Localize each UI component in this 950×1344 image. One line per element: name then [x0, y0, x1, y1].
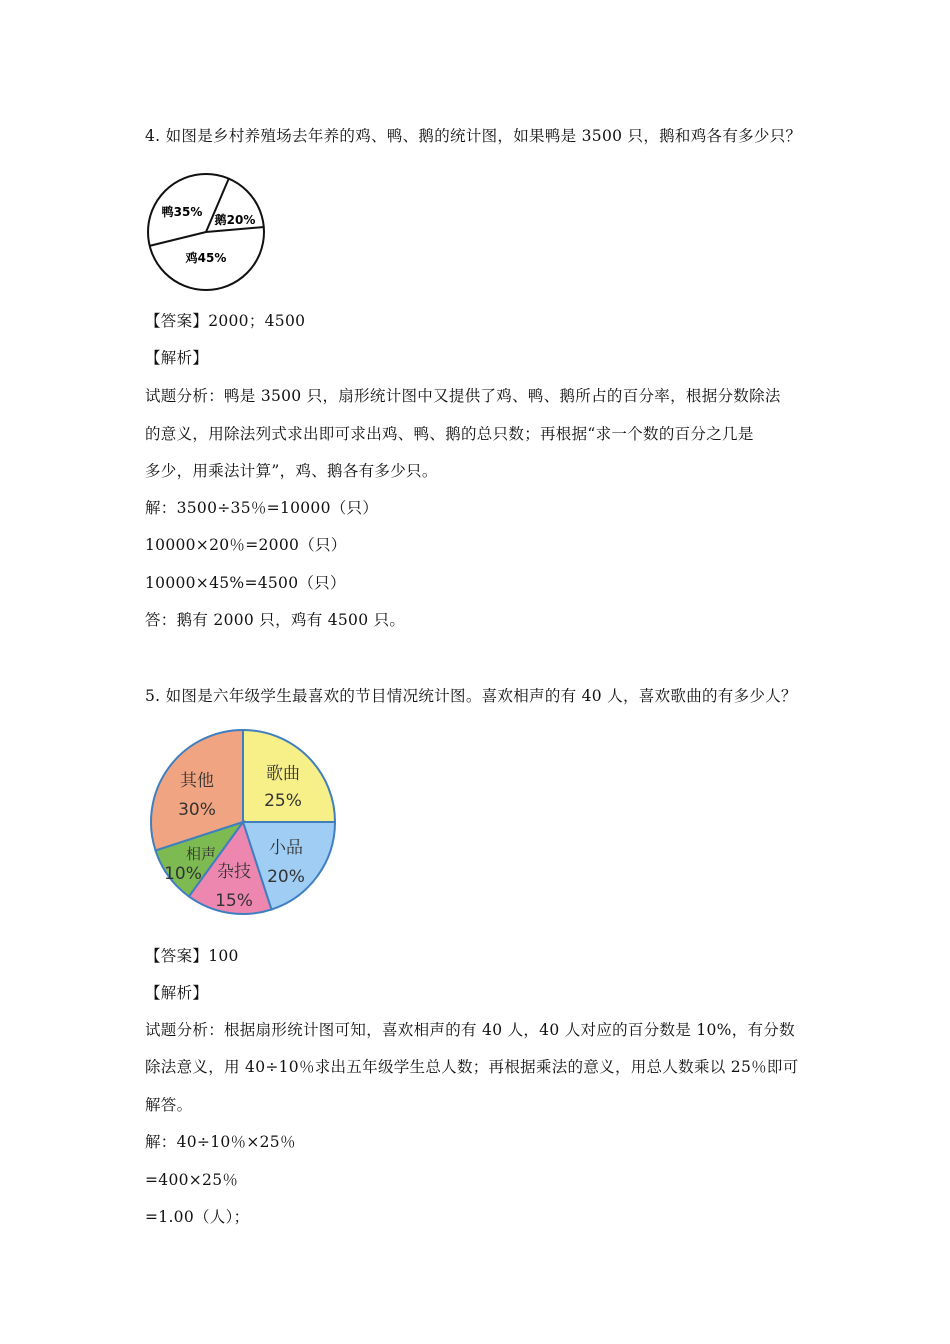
pie-label-chicken: 鸡45% — [185, 251, 227, 265]
pie-label-pct-other: 30% — [178, 800, 216, 820]
pie-chart-poultry — [140, 168, 270, 294]
question-5-text: 5. 如图是六年级学生最喜欢的节目情况统计图。喜欢相声的有 40 人，喜欢歌曲的有多少人？ — [145, 687, 797, 705]
pie-label-goose: 鹅20% — [214, 213, 256, 227]
analysis-5-line-1: 试题分析：根据扇形统计图可知，喜欢相声的有 40 人，40 人对应的百分数是 10%，有分数 — [145, 1021, 795, 1039]
pie-label-name-acrobatics: 杂技 — [217, 862, 251, 882]
solution-4-line-1: 解：3500÷35％=10000（只） — [145, 499, 379, 517]
pie-label-name-songs: 歌曲 — [266, 764, 300, 784]
analysis-5-line-3: 解答。 — [145, 1096, 193, 1114]
solution-4-line-3: 10000×45%=4500（只） — [145, 574, 346, 592]
pie-label-pct-acrobatics: 15% — [215, 891, 253, 911]
analysis-4-line-1: 试题分析：鸭是 3500 只，扇形统计图中又提供了鸡、鸭、鹅所占的百分率，根据分数除法 — [145, 387, 781, 405]
analysis-5-line-2: 除法意义，用 40÷10％求出五年级学生总人数；再根据乘法的意义，用总人数乘以 25％即可 — [145, 1058, 799, 1076]
answer-5: 【答案】100 — [145, 947, 239, 965]
solution-4-line-2: 10000×20％=2000（只） — [145, 536, 347, 554]
solution-5-line-2: =400×25％ — [145, 1171, 239, 1189]
pie-label-pct-skit: 20% — [267, 867, 305, 887]
analysis-title-5: 【解析】 — [145, 984, 209, 1002]
pie-label-name-skit: 小品 — [269, 838, 303, 858]
pie-label-duck: 鸭35% — [161, 205, 203, 219]
analysis-4-line-2: 的意义，用除法列式求出即可求出鸡、鸭、鹅的总只数；再根据“求一个数的百分之几是 — [145, 425, 754, 443]
solution-5-line-1: 解：40÷10％×25％ — [145, 1133, 296, 1151]
analysis-title-4: 【解析】 — [145, 349, 209, 367]
solution-4-line-4: 答：鹅有 2000 只，鸡有 4500 只。 — [145, 611, 406, 629]
pie-label-pct-crosstalk: 10% — [164, 864, 202, 884]
question-4-text: 4. 如图是乡村养殖场去年养的鸡、鸭、鹅的统计图，如果鸭是 3500 只，鹅和鸡各有多少只？ — [145, 127, 802, 145]
solution-5-line-3: =1.00（人）； — [145, 1208, 250, 1226]
pie-label-name-crosstalk: 相声 — [185, 845, 217, 863]
pie-chart-programs — [145, 724, 341, 920]
pie-label-pct-songs: 25% — [264, 791, 302, 811]
pie-label-name-other: 其他 — [180, 771, 214, 791]
answer-4: 【答案】2000；4500 — [145, 312, 306, 330]
analysis-4-line-3: 多少，用乘法计算”，鸡、鹅各有多少只。 — [145, 462, 438, 480]
